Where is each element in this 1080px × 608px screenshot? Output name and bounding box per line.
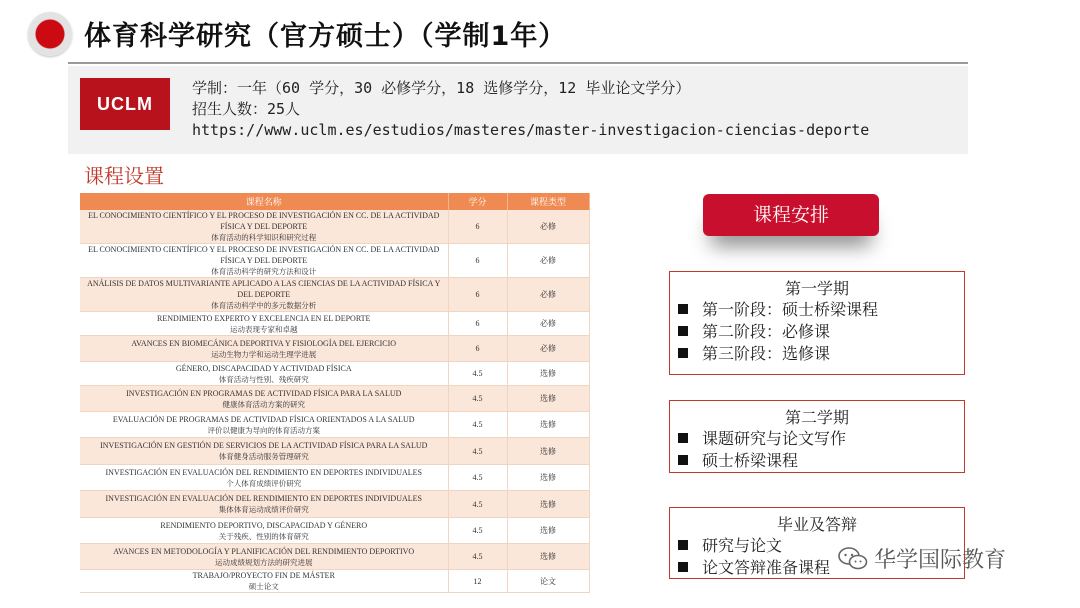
column-header-name: 课程名称 [80,193,448,210]
course-credits-cell: 4.5 [448,438,507,465]
course-table [80,193,590,593]
course-name-cell [80,412,448,438]
table-row [80,244,589,278]
list-item-text: 论文答辩准备课程 [702,558,831,577]
logo-text: UCLM [97,93,153,114]
course-name-cn: 运动表现专家和卓越 [230,324,298,334]
program-url[interactable]: https://www.uclm.es/estudios/masteres/master-investigacion-ciencias-deporte [192,121,870,139]
table-row [80,386,589,412]
course-credits-cell: 6 [448,336,507,362]
list-item-text: 第二阶段：必修课 [702,322,831,341]
graduation-title: 毕业及答辩 [776,515,857,534]
course-type-cell: 选修 [507,362,589,386]
table-header-row [80,193,589,210]
semester2-list [678,428,964,472]
course-credits-cell: 6 [448,278,507,312]
course-type-cell: 论文 [507,570,589,593]
list-item [678,450,964,472]
course-type-cell: 选修 [507,491,589,518]
program-duration: 学制：一年（60 学分，30 必修学分，18 选修学分，12 毕业论文学分） [192,79,691,97]
list-item [678,428,964,450]
course-table-body [80,210,589,593]
course-credits-cell: 6 [448,312,507,336]
semester2-title: 第二学期 [784,408,849,427]
list-item-text: 第一阶段：硕士桥梁课程 [702,300,879,319]
schedule-button[interactable]: 课程安排 [703,194,879,236]
course-name-cn: 体育活动的科学知识和研究过程 [211,233,317,242]
course-type-cell: 必修 [507,244,589,278]
course-type-cell: 必修 [507,312,589,336]
page-title: 体育科学研究（官方硕士）（学制1年） [84,21,567,52]
course-name-es: EL CONOCIMIENTO CIENTÍFICO Y EL PROCESO DE INVESTIGACIÓN EN CC. DE LA ACTIVIDAD FÍSICA Y DEL DEPORTE [88,245,440,265]
course-name-es: RENDIMIENTO EXPERTO Y EXCELENCIA EN EL DEPORTE [157,313,371,323]
list-item [678,343,964,365]
course-type-cell: 选修 [507,412,589,438]
uclm-logo [80,78,170,130]
table-row [80,312,589,336]
program-enrollment: 招生人数：25人 [192,100,301,118]
list-item-text: 课题研究与论文写作 [702,429,847,448]
table-row [80,438,589,465]
table-row [80,465,589,491]
course-credits-cell: 12 [448,570,507,593]
courses-heading: 课程设置 [84,164,164,188]
course-name-cell [80,336,448,362]
table-row [80,210,589,244]
square-bullet-icon [678,433,688,443]
course-name-es: EL CONOCIMIENTO CIENTÍFICO Y EL PROCESO DE INVESTIGACIÓN EN CC. DE LA ACTIVIDAD FÍSICA Y DEL DEPORTE [88,211,440,231]
course-name-cn: 运动生物力学和运动生理学进展 [211,349,317,359]
course-name-cell [80,210,448,244]
course-name-es: AVANCES EN METODOLOGÍA Y PLANIFICACIÓN DEL RENDIMIENTO DEPORTIVO [113,546,415,556]
course-credits-cell: 4.5 [448,544,507,570]
course-name-cn: 关于残疾、性别的体育研究 [218,531,309,541]
course-credits-cell: 6 [448,210,507,244]
course-credits-cell: 4.5 [448,362,507,386]
table-row [80,278,589,312]
table-row [80,412,589,438]
table-row [80,336,589,362]
square-bullet-icon [678,348,688,358]
column-header-credits: 学分 [448,193,507,210]
course-name-es: RENDIMIENTO DEPORTIVO, DISCAPACIDAD Y GÉNERO [160,520,368,530]
title-bullet-icon [28,12,72,56]
course-type-cell: 选修 [507,438,589,465]
course-name-cell [80,465,448,491]
course-type-cell: 选修 [507,465,589,491]
course-type-cell: 必修 [507,336,589,362]
course-type-cell: 选修 [507,386,589,412]
course-name-cn: 体育健身活动服务管理研究 [218,452,309,461]
course-name-es: GÉNERO, DISCAPACIDAD Y ACTIVIDAD FÍSICA [175,363,352,373]
course-name-es: INVESTIGACIÓN EN PROGRAMAS DE ACTIVIDAD FÍSICA PARA LA SALUD [126,388,402,398]
square-bullet-icon [678,326,688,336]
program-info [192,78,869,141]
table-row [80,544,589,570]
course-name-es: AVANCES EN BIOMECÁNICA DEPORTIVA Y FISIOLOGÍA DEL EJERCICIO [131,338,397,348]
course-credits-cell: 4.5 [448,412,507,438]
course-name-cell [80,518,448,544]
list-item [678,299,964,321]
semester2-box [669,400,965,473]
course-type-cell: 选修 [507,518,589,544]
course-credits-cell: 6 [448,244,507,278]
course-name-es: TRABAJO/PROYECTO FIN DE MÁSTER [192,571,335,580]
course-name-cell [80,278,448,312]
course-name-cn: 体育活动科学的研究方法和设计 [211,267,317,276]
course-type-cell: 必修 [507,278,589,312]
course-name-cn: 健康体育活动方案的研究 [222,399,305,409]
course-name-cell [80,491,448,518]
square-bullet-icon [678,304,688,314]
course-name-cell [80,312,448,336]
course-type-cell: 必修 [507,210,589,244]
course-credits-cell: 4.5 [448,491,507,518]
course-type-cell: 选修 [507,544,589,570]
course-credits-cell: 4.5 [448,386,507,412]
course-name-es: ANÁLISIS DE DATOS MULTIVARIANTE APLICADO A LAS CIENCIAS DE LA ACTIVIDAD FÍSICA Y DEL DEPORTE [87,279,441,299]
course-name-cn: 硕士论文 [248,582,279,591]
course-name-cell [80,438,448,465]
semester1-list [678,299,964,365]
course-name-cell [80,362,448,386]
semester1-box [669,271,965,375]
square-bullet-icon [678,562,688,572]
course-name-es: INVESTIGACIÓN EN GESTIÓN DE SERVICIOS DE LA ACTIVIDAD FÍSICA PARA LA SALUD [100,441,428,450]
table-row [80,518,589,544]
table-row [80,362,589,386]
list-item [678,321,964,343]
table-row [80,570,589,593]
wechat-icon [838,546,868,572]
course-credits-cell: 4.5 [448,518,507,544]
square-bullet-icon [678,455,688,465]
watermark [838,543,1006,574]
course-name-cn: 体育活动与性别、残疾研究 [218,374,309,384]
semester1-title: 第一学期 [784,279,849,298]
course-name-cn: 运动成绩规划方法的研究进展 [215,557,313,567]
square-bullet-icon [678,540,688,550]
course-name-cn: 体育活动科学中的多元数据分析 [211,301,317,310]
course-name-cell [80,570,448,593]
course-credits-cell: 4.5 [448,465,507,491]
course-name-cell [80,386,448,412]
column-header-type: 课程类型 [507,193,589,210]
course-name-es: INVESTIGACIÓN EN EVALUACIÓN DEL RENDIMIENTO EN DEPORTES INDIVIDUALES [105,467,422,477]
title-divider [68,62,968,64]
course-name-cn: 评价以健康为导向的体育活动方案 [207,425,320,435]
watermark-text: 华学国际教育 [874,548,1007,573]
list-item-text: 研究与论文 [702,536,783,555]
course-name-cn: 个人体育成绩评价研究 [226,478,302,488]
course-name-es: INVESTIGACIÓN EN EVALUACIÓN DEL RENDIMIENTO EN DEPORTES INDIVIDUALES [105,494,422,503]
list-item-text: 第三阶段：选修课 [702,344,831,363]
course-name-es: EVALUACIÓN DE PROGRAMAS DE ACTIVIDAD FÍSICA ORIENTADOS A LA SALUD [112,414,415,424]
course-name-cn: 集体体育运动成绩评价研究 [218,505,309,514]
table-row [80,491,589,518]
course-name-cell [80,544,448,570]
course-name-cell [80,244,448,278]
list-item-text: 硕士桥梁课程 [702,451,799,470]
